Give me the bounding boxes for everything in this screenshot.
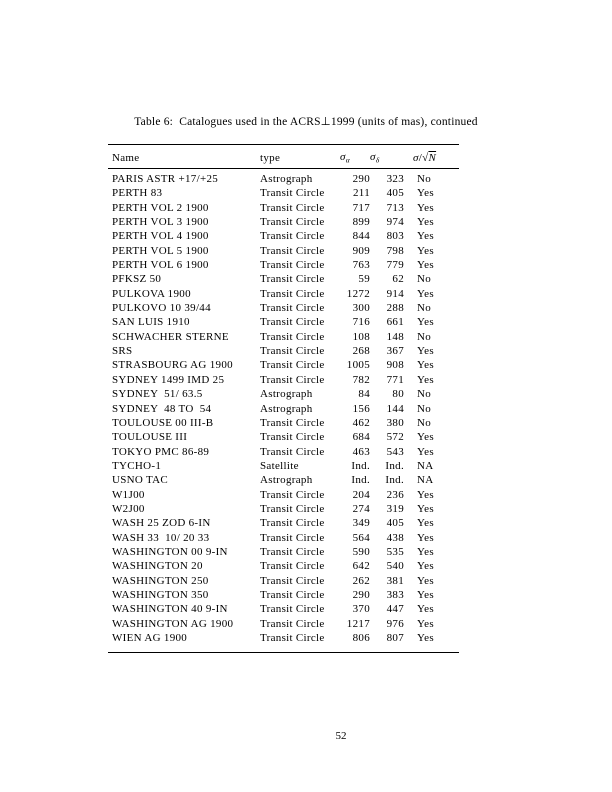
cell-sigma-alpha-value: 564 bbox=[352, 531, 370, 544]
cell-sigma-delta-value: 535 bbox=[386, 545, 404, 558]
table-row bbox=[108, 588, 459, 602]
cell-catalogue-name: SCHWACHER STERNE bbox=[112, 330, 229, 343]
cell-sigma-alpha-value: 1217 bbox=[346, 617, 370, 630]
cell-catalogue-name: WASHINGTON 20 bbox=[112, 560, 203, 573]
cell-instrument-type: Transit Circle bbox=[260, 330, 325, 343]
cell-instrument-type: Transit Circle bbox=[260, 244, 325, 257]
table-row bbox=[108, 244, 459, 258]
cell-instrument-type: Transit Circle bbox=[260, 216, 325, 229]
table-row bbox=[108, 186, 459, 200]
cell-instrument-type: Transit Circle bbox=[260, 316, 325, 329]
table-row bbox=[108, 330, 459, 344]
cell-sigma-delta-value: 148 bbox=[386, 330, 404, 343]
cell-sigma-sqrt-n-flag: Yes bbox=[417, 617, 434, 630]
cell-sigma-alpha-value: 211 bbox=[353, 187, 370, 200]
cell-sigma-alpha-value: 290 bbox=[352, 173, 370, 185]
cell-sigma-alpha-value: 1005 bbox=[346, 359, 370, 372]
cell-sigma-alpha-value: 782 bbox=[352, 373, 370, 386]
cell-sigma-delta-value: 236 bbox=[386, 488, 404, 501]
cell-sigma-alpha-value: 684 bbox=[352, 431, 370, 444]
cell-sigma-alpha-value: 204 bbox=[352, 488, 370, 501]
cell-sigma-sqrt-n-flag: Yes bbox=[417, 574, 434, 587]
slash-symbol: / bbox=[418, 152, 423, 164]
cell-sigma-alpha-value: 909 bbox=[352, 244, 370, 257]
cell-catalogue-name: SRS bbox=[112, 345, 133, 358]
cell-sigma-sqrt-n-flag: No bbox=[417, 330, 432, 343]
table-row bbox=[108, 229, 459, 243]
cell-sigma-delta-value: 807 bbox=[386, 632, 404, 644]
table-row bbox=[108, 531, 459, 545]
cell-sigma-alpha-value: 300 bbox=[352, 302, 370, 315]
table-row bbox=[108, 516, 459, 530]
radical-symbol: √ bbox=[422, 152, 429, 164]
cell-catalogue-name: PERTH VOL 2 1900 bbox=[112, 201, 209, 214]
column-header-type: type bbox=[260, 145, 340, 169]
cell-catalogue-name: TOULOUSE III bbox=[112, 431, 188, 444]
cell-sigma-alpha-value: 844 bbox=[352, 230, 370, 243]
cell-catalogue-name: TOULOUSE 00 III-B bbox=[112, 416, 214, 429]
cell-sigma-delta-value: 381 bbox=[386, 574, 404, 587]
cell-sigma-delta-value: 914 bbox=[386, 287, 404, 300]
cell-sigma-alpha-value: 59 bbox=[358, 273, 370, 286]
cell-sigma-delta-value: Ind. bbox=[385, 474, 404, 487]
cell-sigma-delta-value: 540 bbox=[386, 560, 404, 573]
cell-sigma-delta-value: 908 bbox=[386, 359, 404, 372]
cell-sigma-sqrt-n-flag: Yes bbox=[417, 345, 434, 358]
cell-sigma-sqrt-n-flag: No bbox=[417, 273, 432, 286]
cell-catalogue-name: W1J00 bbox=[112, 488, 145, 501]
page-number: 52 bbox=[335, 730, 347, 742]
cell-sigma-alpha-value: 763 bbox=[352, 259, 370, 272]
cell-sigma-delta-value: 447 bbox=[386, 603, 404, 616]
cell-sigma-alpha-value: 806 bbox=[352, 632, 370, 644]
cell-instrument-type: Transit Circle bbox=[260, 632, 325, 644]
cell-catalogue-name: TOKYO PMC 86-89 bbox=[112, 445, 210, 458]
cell-instrument-type: Transit Circle bbox=[260, 416, 325, 429]
cell-sigma-sqrt-n-flag: No bbox=[417, 302, 432, 315]
cell-sigma-alpha-value: 463 bbox=[352, 445, 370, 458]
cell-catalogue-name: WASHINGTON AG 1900 bbox=[112, 617, 234, 630]
cell-sigma-alpha-value: 84 bbox=[358, 388, 370, 401]
cell-sigma-delta-value: 383 bbox=[386, 588, 404, 601]
cell-catalogue-name: TYCHO-1 bbox=[112, 459, 162, 472]
cell-instrument-type: Transit Circle bbox=[260, 603, 325, 616]
cell-sigma-delta-value: 803 bbox=[386, 230, 404, 243]
cell-instrument-type: Transit Circle bbox=[260, 287, 325, 300]
table-row bbox=[108, 545, 459, 559]
table-row bbox=[108, 402, 459, 416]
cell-sigma-delta-value: 367 bbox=[386, 345, 404, 358]
cell-catalogue-name: SYDNEY 51/ 63.5 bbox=[112, 388, 203, 401]
cell-sigma-alpha-value: Ind. bbox=[351, 459, 370, 472]
cell-sigma-sqrt-n-flag: Yes bbox=[417, 259, 434, 272]
cell-sigma-sqrt-n-flag: No bbox=[417, 416, 432, 429]
cell-sigma-sqrt-n-flag: Yes bbox=[417, 201, 434, 214]
cell-sigma-sqrt-n-flag: Yes bbox=[417, 588, 434, 601]
cell-sigma-sqrt-n-flag: Yes bbox=[417, 560, 434, 573]
cell-sigma-delta-value: 80 bbox=[392, 388, 404, 401]
column-header-sigma-over-sqrt-n bbox=[404, 145, 459, 169]
cell-instrument-type: Transit Circle bbox=[260, 273, 325, 286]
cell-instrument-type: Astrograph bbox=[260, 173, 313, 185]
table-caption: Table 6: Catalogues used in the ACRS⊥1999 (units of mas), continued bbox=[134, 116, 478, 128]
table-row bbox=[108, 373, 459, 387]
table-row bbox=[108, 574, 459, 588]
cell-sigma-delta-value: 543 bbox=[386, 445, 404, 458]
cell-sigma-delta-value: 976 bbox=[386, 617, 404, 630]
sigma-symbol: σ bbox=[370, 150, 376, 163]
cell-sigma-sqrt-n-flag: Yes bbox=[417, 632, 434, 644]
table-row bbox=[108, 315, 459, 329]
cell-instrument-type: Transit Circle bbox=[260, 502, 325, 515]
table-body bbox=[108, 169, 459, 653]
cell-instrument-type: Transit Circle bbox=[260, 373, 325, 386]
header-row bbox=[108, 145, 459, 169]
cell-sigma-alpha-value: 370 bbox=[352, 603, 370, 616]
cell-sigma-delta-value: 405 bbox=[386, 187, 404, 200]
cell-instrument-type: Astrograph bbox=[260, 388, 313, 401]
cell-sigma-sqrt-n-flag: Yes bbox=[417, 517, 434, 530]
cell-catalogue-name: SAN LUIS 1910 bbox=[112, 316, 190, 329]
cell-catalogue-name: PULKOVO 10 39/44 bbox=[112, 302, 211, 315]
cell-sigma-alpha-value: 108 bbox=[352, 330, 370, 343]
cell-sigma-sqrt-n-flag: Yes bbox=[417, 373, 434, 386]
cell-instrument-type: Transit Circle bbox=[260, 431, 325, 444]
cell-sigma-delta-value: 405 bbox=[386, 517, 404, 530]
cell-sigma-alpha-value: 716 bbox=[352, 316, 370, 329]
cell-instrument-type: Transit Circle bbox=[260, 488, 325, 501]
cell-sigma-delta-value: 798 bbox=[386, 244, 404, 257]
cell-instrument-type: Transit Circle bbox=[260, 201, 325, 214]
cell-sigma-alpha-value: 642 bbox=[352, 560, 370, 573]
cell-sigma-sqrt-n-flag: Yes bbox=[417, 502, 434, 515]
cell-sigma-alpha-value: 156 bbox=[352, 402, 370, 415]
cell-sigma-sqrt-n-flag: Yes bbox=[417, 287, 434, 300]
cell-sigma-delta-value: 438 bbox=[386, 531, 404, 544]
cell-instrument-type: Transit Circle bbox=[260, 345, 325, 358]
table-row bbox=[108, 358, 459, 372]
cell-sigma-alpha-value: 1272 bbox=[346, 287, 370, 300]
cell-sigma-sqrt-n-flag: Yes bbox=[417, 187, 434, 200]
cell-sigma-sqrt-n-flag: NA bbox=[417, 474, 434, 487]
table-row bbox=[108, 258, 459, 272]
cell-sigma-sqrt-n-flag: NA bbox=[417, 459, 434, 472]
cell-sigma-delta-value: 974 bbox=[386, 216, 404, 229]
cell-sigma-alpha-value: 274 bbox=[352, 502, 370, 515]
cell-sigma-alpha-value: 462 bbox=[352, 416, 370, 429]
table-row bbox=[108, 416, 459, 430]
cell-instrument-type: Transit Circle bbox=[260, 445, 325, 458]
cell-catalogue-name: WASHINGTON 00 9-IN bbox=[112, 545, 228, 558]
cell-instrument-type: Transit Circle bbox=[260, 517, 325, 530]
cell-instrument-type: Transit Circle bbox=[260, 230, 325, 243]
cell-sigma-sqrt-n-flag: No bbox=[417, 402, 432, 415]
cell-instrument-type: Astrograph bbox=[260, 474, 313, 487]
cell-sigma-sqrt-n-flag: No bbox=[417, 388, 432, 401]
cell-instrument-type: Transit Circle bbox=[260, 560, 325, 573]
cell-sigma-alpha-value: 290 bbox=[352, 588, 370, 601]
cell-sigma-sqrt-n-flag: Yes bbox=[417, 488, 434, 501]
table-row bbox=[108, 473, 459, 487]
cell-catalogue-name: WASHINGTON 350 bbox=[112, 588, 209, 601]
cell-sigma-alpha-value: 899 bbox=[352, 216, 370, 229]
table-row bbox=[108, 559, 459, 573]
cell-sigma-delta-value: 713 bbox=[386, 201, 404, 214]
cell-sigma-alpha-value: 349 bbox=[352, 517, 370, 530]
cell-sigma-delta-value: 572 bbox=[386, 431, 404, 444]
cell-catalogue-name: STRASBOURG AG 1900 bbox=[112, 359, 233, 372]
cell-catalogue-name: WASHINGTON 40 9-IN bbox=[112, 603, 228, 616]
sigma-symbol: σ bbox=[413, 152, 419, 164]
table-row bbox=[108, 602, 459, 616]
sigma-symbol: σ bbox=[340, 150, 346, 163]
cell-instrument-type: Transit Circle bbox=[260, 302, 325, 315]
column-header-name: Name bbox=[108, 145, 260, 169]
cell-instrument-type: Satellite bbox=[260, 459, 299, 472]
alpha-subscript: α bbox=[345, 155, 350, 164]
table-row bbox=[108, 287, 459, 301]
cell-catalogue-name: PERTH VOL 4 1900 bbox=[112, 230, 209, 243]
column-header-sigma-alpha bbox=[340, 145, 370, 169]
cell-sigma-delta-value: 661 bbox=[386, 316, 404, 329]
cell-sigma-sqrt-n-flag: Yes bbox=[417, 244, 434, 257]
table-row bbox=[108, 387, 459, 401]
delta-subscript: δ bbox=[375, 155, 380, 164]
table-row bbox=[108, 215, 459, 229]
cell-sigma-sqrt-n-flag: Yes bbox=[417, 316, 434, 329]
table-row bbox=[108, 502, 459, 516]
cell-sigma-alpha-value: 717 bbox=[352, 201, 370, 214]
cell-instrument-type: Transit Circle bbox=[260, 259, 325, 272]
cell-sigma-sqrt-n-flag: Yes bbox=[417, 531, 434, 544]
column-header-sigma-delta bbox=[370, 145, 404, 169]
cell-catalogue-name: PERTH VOL 5 1900 bbox=[112, 244, 209, 257]
cell-sigma-delta-value: 144 bbox=[386, 402, 404, 415]
cell-catalogue-name: PERTH VOL 3 1900 bbox=[112, 216, 209, 229]
table-row bbox=[108, 631, 459, 653]
cell-sigma-delta-value: 62 bbox=[392, 273, 404, 286]
radicand-n: N bbox=[428, 152, 437, 164]
cell-catalogue-name: WASH 25 ZOD 6-IN bbox=[112, 517, 211, 530]
cell-sigma-sqrt-n-flag: No bbox=[417, 173, 432, 185]
cell-instrument-type: Transit Circle bbox=[260, 359, 325, 372]
cell-sigma-delta-value: 380 bbox=[386, 416, 404, 429]
table-row bbox=[108, 430, 459, 444]
table-header bbox=[108, 145, 459, 169]
cell-catalogue-name: W2J00 bbox=[112, 502, 145, 515]
cell-instrument-type: Transit Circle bbox=[260, 574, 325, 587]
cell-sigma-sqrt-n-flag: Yes bbox=[417, 603, 434, 616]
cell-catalogue-name: PULKOVA 1900 bbox=[112, 287, 191, 300]
cell-catalogue-name: WASHINGTON 250 bbox=[112, 574, 209, 587]
cell-catalogue-name: WIEN AG 1900 bbox=[112, 632, 188, 644]
cell-sigma-delta-value: 288 bbox=[386, 302, 404, 315]
cell-sigma-delta-value: 323 bbox=[386, 173, 404, 185]
cell-instrument-type: Transit Circle bbox=[260, 187, 325, 200]
cell-sigma-alpha-value: 268 bbox=[352, 345, 370, 358]
cell-sigma-delta-value: Ind. bbox=[385, 459, 404, 472]
cell-catalogue-name: PARIS ASTR +17/+25 bbox=[112, 173, 219, 185]
cell-catalogue-name: WASH 33 10/ 20 33 bbox=[112, 531, 210, 544]
cell-sigma-sqrt-n-flag: Yes bbox=[417, 216, 434, 229]
cell-sigma-alpha-value: 262 bbox=[352, 574, 370, 587]
cell-instrument-type: Transit Circle bbox=[260, 588, 325, 601]
cell-catalogue-name: SYDNEY 1499 IMD 25 bbox=[112, 373, 225, 386]
table-row bbox=[108, 201, 459, 215]
cell-instrument-type: Transit Circle bbox=[260, 531, 325, 544]
cell-catalogue-name: PERTH VOL 6 1900 bbox=[112, 259, 209, 272]
table-row bbox=[108, 169, 459, 187]
table-row bbox=[108, 301, 459, 315]
table-row bbox=[108, 488, 459, 502]
cell-catalogue-name: USNO TAC bbox=[112, 474, 169, 487]
cell-catalogue-name: SYDNEY 48 TO 54 bbox=[112, 402, 212, 415]
cell-sigma-alpha-value: Ind. bbox=[351, 474, 370, 487]
cell-sigma-delta-value: 779 bbox=[386, 259, 404, 272]
table-row bbox=[108, 617, 459, 631]
table-row bbox=[108, 445, 459, 459]
cell-sigma-delta-value: 319 bbox=[386, 502, 404, 515]
cell-sigma-sqrt-n-flag: Yes bbox=[417, 545, 434, 558]
cell-sigma-sqrt-n-flag: Yes bbox=[417, 230, 434, 243]
cell-catalogue-name: PFKSZ 50 bbox=[112, 273, 162, 286]
cell-instrument-type: Astrograph bbox=[260, 402, 313, 415]
cell-instrument-type: Transit Circle bbox=[260, 617, 325, 630]
cell-catalogue-name: PERTH 83 bbox=[112, 187, 163, 200]
catalogues-table bbox=[108, 144, 459, 653]
cell-sigma-delta-value: 771 bbox=[386, 373, 404, 386]
cell-sigma-alpha-value: 590 bbox=[352, 545, 370, 558]
table-row bbox=[108, 459, 459, 473]
cell-sigma-sqrt-n-flag: Yes bbox=[417, 431, 434, 444]
table-row bbox=[108, 344, 459, 358]
cell-sigma-sqrt-n-flag: Yes bbox=[417, 359, 434, 372]
table-row bbox=[108, 272, 459, 286]
cell-instrument-type: Transit Circle bbox=[260, 545, 325, 558]
cell-sigma-sqrt-n-flag: Yes bbox=[417, 445, 434, 458]
